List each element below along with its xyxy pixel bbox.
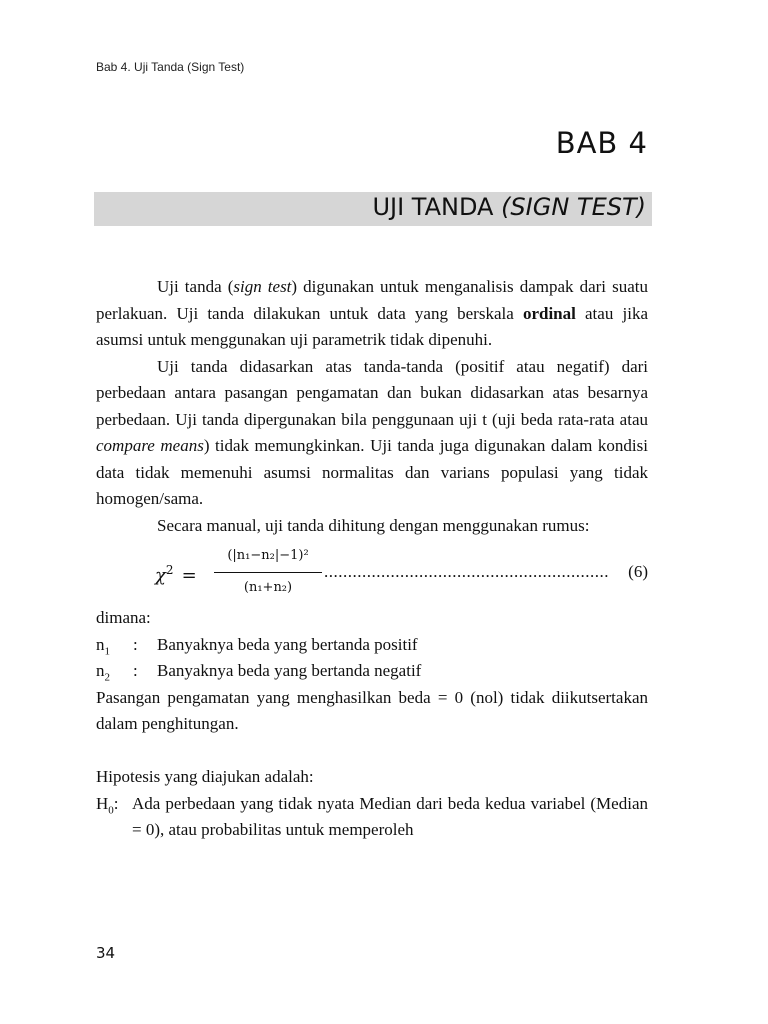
formula-lhs [155, 557, 197, 590]
definition-symbol-sub: 2 [104, 671, 110, 684]
p1-strong: ordinal [522, 303, 576, 323]
paragraph-2 [96, 354, 648, 513]
running-header: Bab 4. Uji Tanda (Sign Test) [96, 60, 245, 74]
formula-leader-dots: ............................................................ [324, 562, 609, 581]
paragraph-1 [96, 274, 648, 354]
formula-chi: χ [155, 565, 166, 586]
definition-n1 [96, 632, 648, 659]
chapter-title-main: UJI TANDA [372, 193, 502, 221]
definition-text: Banyaknya beda yang bertanda positif [157, 634, 418, 654]
hypothesis-intro: Hipotesis yang diajukan adalah: [96, 767, 314, 786]
p1-text-1: Uji tanda ( [157, 277, 234, 296]
h0-subscript: 0 [108, 803, 114, 816]
paragraph-3: Secara manual, uji tanda dihitung dengan menggunakan rumus: [157, 515, 590, 535]
definition-symbol-base: n [96, 634, 105, 654]
formula-exponent: 2 [165, 563, 174, 577]
body-text [96, 274, 648, 844]
page-number: 34 [96, 944, 116, 962]
definition-colon: : [133, 661, 138, 680]
hypothesis-h0 [96, 791, 648, 844]
h0-symbol: H [96, 793, 109, 813]
p1-emphasis: sign test [233, 277, 292, 296]
definition-symbol-base: n [96, 661, 105, 680]
equation-number: (6) [628, 562, 648, 581]
definition-symbol [96, 658, 110, 691]
p1-text-3: atau jika asumsi untuk menggunakan uji parametrik tidak dipenuhi. [96, 303, 648, 349]
where-label: dimana: [96, 608, 151, 627]
p1-text-2: ) digunakan untuk menganalisis dampak dari suatu perlakuan. Uji tanda dilakukan untuk data yang berskala [96, 277, 648, 323]
definition-symbol-sub: 1 [104, 644, 110, 657]
note-paragraph: Pasangan pengamatan yang menghasilkan beda = 0 (nol) tidak diikutsertakan dalam penghitungan. [96, 687, 648, 733]
definition-n2 [96, 658, 648, 685]
h0-label [96, 791, 119, 824]
chapter-number: BAB 4 [555, 126, 648, 160]
formula-fraction [214, 543, 322, 601]
h0-colon: : [113, 793, 119, 813]
definition-colon: : [133, 634, 138, 654]
chapter-title-italic: (SIGN TEST) [501, 193, 646, 221]
formula-equals: = [181, 565, 197, 586]
formula [96, 543, 648, 599]
formula-denominator: (n₁+n₂) [243, 579, 293, 595]
h0-text: Ada perbedaan yang tidak nyata Median dari beda kedua variabel (Median = 0), atau probabilitas untuk memperoleh [132, 793, 648, 839]
chapter-title [372, 193, 646, 221]
definition-text: Banyaknya beda yang bertanda negatif [157, 661, 422, 680]
formula-numerator: (|n₁−n₂|−1)² [214, 543, 322, 573]
p2-text-2: ) tidak memungkinkan. Uji tanda juga digunakan dalam kondisi data tidak memenuhi asumsi normalitas dan varians populasi yang tidak homogen/sama. [96, 436, 648, 508]
chapter-title-band [94, 192, 652, 226]
p2-text-1: Uji tanda didasarkan atas tanda-tanda (positif atau negatif) dari perbedaan antara pasangan pengamatan dan bukan didasarkan atas besarnya perbedaan. Uji tanda dipergunakan bila penggunaan uji t (uji beda rata-rata atau [96, 356, 648, 429]
p2-emphasis: compare means [96, 436, 204, 455]
spacer [96, 738, 648, 765]
